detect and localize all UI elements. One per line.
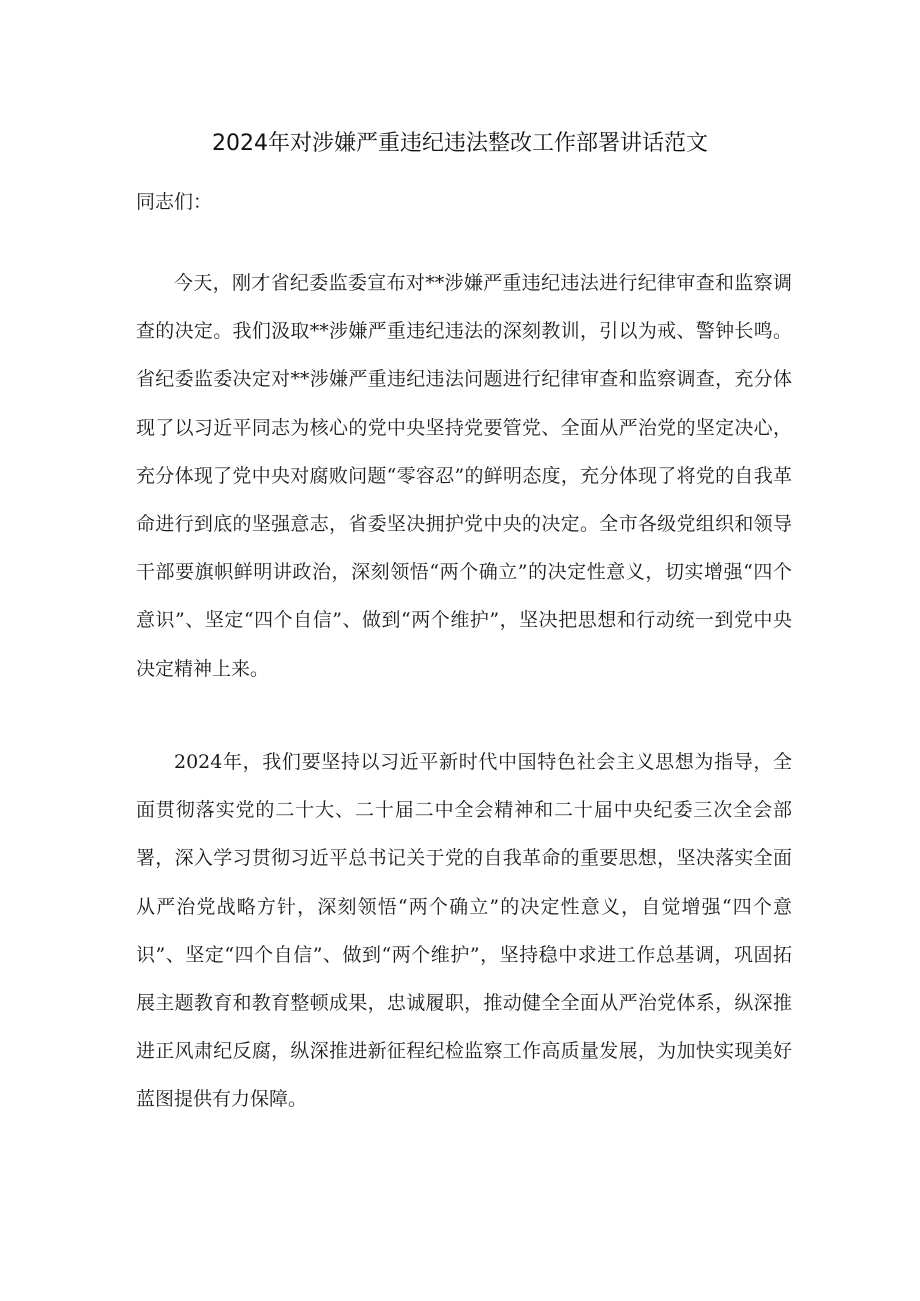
salutation: 同志们： bbox=[136, 191, 213, 213]
paragraph-1: 今天，刚才省纪委监委宣布对**涉嫌严重违纪违法进行纪律审查和监察调查的决定。我们汲取**涉嫌严重违纪违法的深刻教训，引以为戒、警钟长鸣。省纪委监委决定对**涉嫌严重违纪违法问题进行纪律审查和监察调查，充分体现了以习近平同志为核心的党中央坚持党要管党、全面从严治党的坚定决心，充分体现了党中央对腐败问题“零容忍”的鲜明态度，充分体现了将党的自我革命进行到底的坚强意志，省委坚决拥护党中央的决定。全市各级党组织和领导干部要旗帜鲜明讲政治，深刻领悟“两个确立”的决定性意义，切实增强“四个意识”、坚定“四个自信”、做到“两个维护”，坚决把思想和行动统一到党中央决定精神上来。 bbox=[136, 272, 792, 680]
paragraph-2: 2024年，我们要坚持以习近平新时代中国特色社会主义思想为指导，全面贯彻落实党的二十大、二十届二中全会精神和二十届中央纪委三次全会部署，深入学习贯彻习近平总书记关于党的自我革命的重要思想，坚决落实全面从严治党战略方针，深刻领悟“两个确立”的决定性意义，自觉增强“四个意识”、坚定“四个自信”、做到“两个维护”，坚持稳中求进工作总基调，巩固拓展主题教育和教育整顿成果，忠诚履职，推动健全全面从严治党体系，纵深推进正风肃纪反腐，纵深推进新征程纪检监察工作高质量发展，为加快实现美好蓝图提供有力保障。 bbox=[136, 751, 792, 1111]
document-title: 2024年对涉嫌严重违纪违法整改工作部署讲话范文 bbox=[212, 131, 708, 156]
